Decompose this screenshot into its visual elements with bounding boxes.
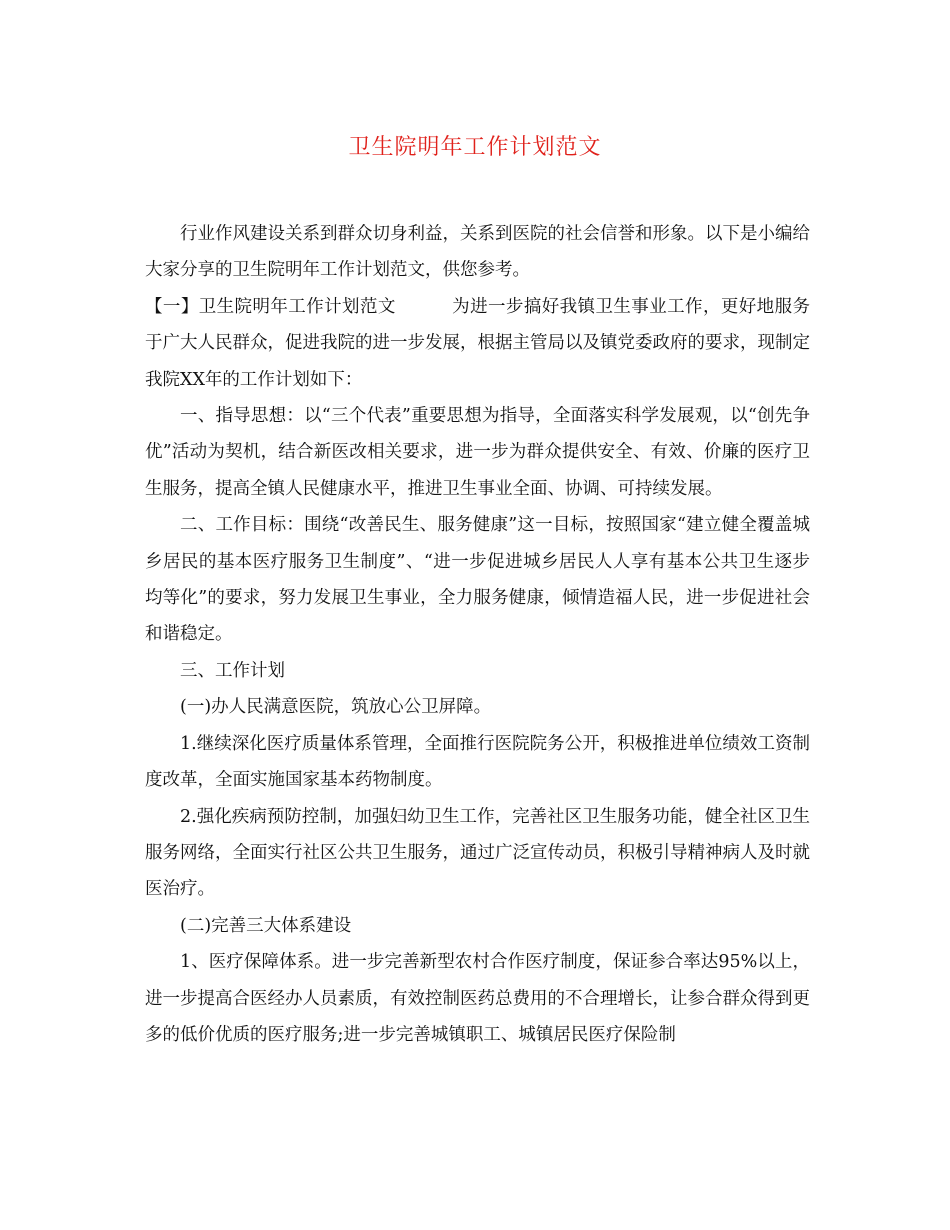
section-heading: 【一】卫生院明年工作计划范文 [145,296,396,317]
item-three-paragraph: 1、医疗保障体系。进一步完善新型农村合作医疗制度，保证参合率达95%以上，进一步提高合医经办人员素质，有效控制医药总费用的不合理增长，让参合群众得到更多的低价优质的医疗服务;进一步完善城镇职工、城镇居民医疗保险制 [145,952,810,1045]
sub-heading-two: (二)完善三大体系建设 [180,915,352,936]
document-title: 卫生院明年工作计划范文 [348,135,602,160]
guiding-paragraph: 一、指导思想：以“三个代表”重要思想为指导，全面落实科学发展观，以“创先争优”活动为契机，结合新医改相关要求，进一步为群众提供安全、有效、价廉的医疗卫生服务，提高全镇人民健康水平，推进卫生事业全面、协调、可持续发展。 [145,406,810,499]
item-one-paragraph: 1.继续深化医疗质量体系管理，全面推行医院院务公开，积极推进单位绩效工资制度改革，全面实施国家基本药物制度。 [145,733,810,791]
section-one-paragraph [145,289,810,398]
section-intro: 为进一步搞好我镇卫生事业工作，更好地服务于广大人民群众，促进我院的进一步发展，根据主管局以及镇党委政府的要求，现制定我院XX年的工作计划如下： [145,296,810,390]
intro-paragraph: 行业作风建设关系到群众切身利益，关系到医院的社会信誉和形象。以下是小编给大家分享的卫生院明年工作计划范文，供您参考。 [145,224,810,281]
goal-paragraph: 二、工作目标：围绕“改善民生、服务健康”这一目标，按照国家“建立健全覆盖城乡居民的基本医疗服务卫生制度”、“进一步促进城乡居民人人享有基本公共卫生逐步均等化”的要求，努力发展卫生事业，全力服务健康，倾情造福人民，进一步促进社会和谐稳定。 [145,515,810,645]
item-two-paragraph: 2.强化疾病预防控制，加强妇幼卫生工作，完善社区卫生服务功能，健全社区卫生服务网络，全面实行社区公共卫生服务，通过广泛宣传动员，积极引导精神病人及时就医治疗。 [145,806,810,900]
plan-heading: 三、工作计划 [180,660,285,681]
document-body [145,216,810,1053]
sub-heading-one: (一)办人民满意医院，筑放心公卫屏障。 [180,697,492,718]
